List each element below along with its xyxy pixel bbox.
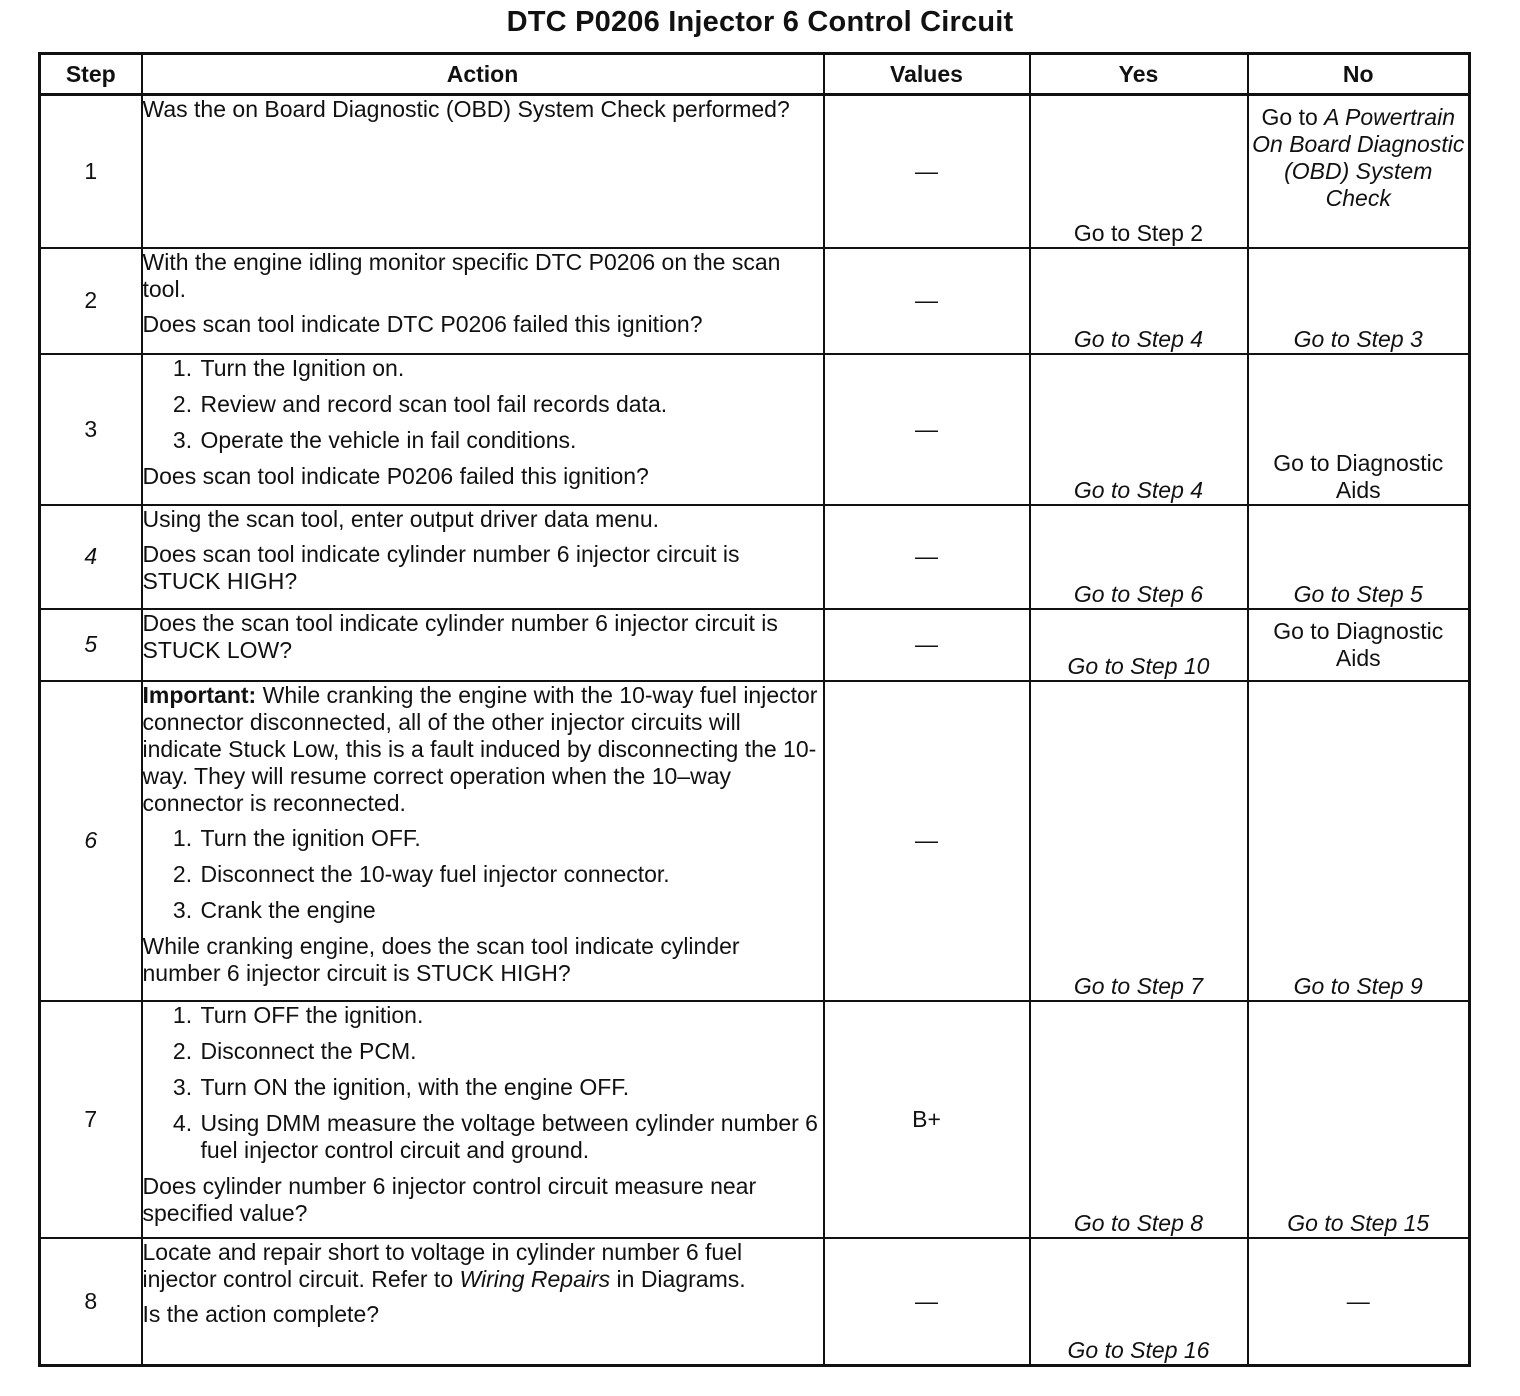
header-values: Values [824, 54, 1030, 95]
value-cell: — [824, 505, 1030, 609]
header-action: Action [142, 54, 824, 95]
action-text-prefix: Locate and repair short to voltage in cylinder number 6 fuel injector control circuit. Refer to [142, 1238, 743, 1292]
no-cell: Go to Step 5 [1248, 505, 1470, 609]
wiring-repairs-reference: Wiring Repairs [459, 1265, 611, 1292]
table-row [40, 354, 1470, 505]
no-cell: — [1248, 1238, 1470, 1366]
yes-cell: Go to Step 4 [1030, 248, 1248, 354]
important-text: While cranking the engine with the 10-way fuel injector connector disconnected, all of the other injector circuits will indicate Stuck Low, this is a fault induced by disconnecting the 10-way. They will resume correct operation when the 10–way connector is reconnected. [142, 681, 818, 816]
yes-cell: Go to Step 10 [1030, 609, 1248, 681]
no-cell [1248, 95, 1470, 248]
important-note [143, 682, 823, 817]
action-text [143, 1239, 823, 1293]
action-question: Does cylinder number 6 injector control circuit measure near specified value? [142, 1172, 757, 1226]
action-text: With the engine idling monitor specific DTC P0206 on the scan tool. [142, 248, 781, 302]
action-cell [142, 681, 824, 1001]
action-cell [142, 505, 824, 609]
action-text: Does the scan tool indicate cylinder number 6 injector circuit is STUCK LOW? [142, 609, 778, 663]
no-cell: Go to Diagnostic Aids [1248, 354, 1470, 505]
table-row [40, 248, 1470, 354]
action-list-item: 3. Crank the engine [199, 897, 823, 924]
important-label: Important: [142, 681, 257, 708]
table-row [40, 1001, 1470, 1238]
action-list-item: 1. Turn the Ignition on. [199, 355, 823, 382]
action-list [143, 825, 823, 924]
value-cell: — [824, 681, 1030, 1001]
no-prefix: Go to [1261, 104, 1325, 130]
step-number: 8 [40, 1238, 142, 1366]
step-number: 1 [40, 95, 142, 248]
action-question: While cranking engine, does the scan tool indicate cylinder number 6 injector circuit is STUCK HIGH? [142, 932, 740, 986]
action-cell [142, 1238, 824, 1366]
header-yes: Yes [1030, 54, 1248, 95]
action-cell [142, 95, 824, 248]
value-cell: — [824, 1238, 1030, 1366]
no-link: A Powertrain On Board Diagnostic (OBD) System Check [1252, 104, 1465, 211]
action-cell [142, 1001, 824, 1238]
diagnostic-table [38, 52, 1471, 1367]
yes-cell: Go to Step 8 [1030, 1001, 1248, 1238]
value-cell: — [824, 95, 1030, 248]
table-row [40, 609, 1470, 681]
table-row [40, 95, 1470, 248]
step-number: 3 [40, 354, 142, 505]
value-cell: — [824, 354, 1030, 505]
value-cell: — [824, 248, 1030, 354]
value-cell: B+ [824, 1001, 1030, 1238]
yes-cell: Go to Step 2 [1030, 95, 1248, 248]
action-list-item: 1. Turn the ignition OFF. [199, 825, 823, 852]
action-list-item: 1. Turn OFF the ignition. [199, 1002, 823, 1029]
step-number: 4 [40, 505, 142, 609]
page-title: DTC P0206 Injector 6 Control Circuit [506, 6, 1014, 38]
action-list-item: 3. Operate the vehicle in fail conditions. [199, 427, 823, 454]
action-list-item: 2. Disconnect the 10-way fuel injector connector. [199, 861, 823, 888]
action-text: Using the scan tool, enter output driver data menu. [142, 505, 660, 532]
action-list-item: 2. Disconnect the PCM. [199, 1038, 823, 1065]
yes-cell: Go to Step 4 [1030, 354, 1248, 505]
action-question: Does scan tool indicate DTC P0206 failed this ignition? [142, 310, 703, 337]
table-row [40, 1238, 1470, 1366]
action-list-item: 3. Turn ON the ignition, with the engine OFF. [199, 1074, 823, 1101]
no-cell: Go to Diagnostic Aids [1248, 609, 1470, 681]
step-number: 2 [40, 248, 142, 354]
step-number: 7 [40, 1001, 142, 1238]
action-question: Does scan tool indicate P0206 failed this ignition? [142, 462, 649, 489]
table-row [40, 681, 1470, 1001]
header-step: Step [40, 54, 142, 95]
yes-cell: Go to Step 16 [1030, 1238, 1248, 1366]
action-question: Is the action complete? [142, 1300, 380, 1327]
action-list-item: 4. Using DMM measure the voltage between cylinder number 6 fuel injector control circuit and ground. [199, 1110, 823, 1164]
step-number: 5 [40, 609, 142, 681]
action-cell [142, 354, 824, 505]
action-cell [142, 609, 824, 681]
action-list [143, 355, 823, 454]
action-cell [142, 248, 824, 354]
no-cell: Go to Step 3 [1248, 248, 1470, 354]
action-text-suffix: in Diagrams. [610, 1265, 746, 1292]
table-header-row [40, 54, 1470, 95]
action-list [143, 1002, 823, 1164]
action-text: Was the on Board Diagnostic (OBD) System Check performed? [142, 96, 790, 122]
yes-cell: Go to Step 6 [1030, 505, 1248, 609]
table-row [40, 505, 1470, 609]
step-number: 6 [40, 681, 142, 1001]
no-cell: Go to Step 15 [1248, 1001, 1470, 1238]
yes-cell: Go to Step 7 [1030, 681, 1248, 1001]
action-list-item: 2. Review and record scan tool fail records data. [199, 391, 823, 418]
action-question: Does scan tool indicate cylinder number 6 injector circuit is STUCK HIGH? [142, 540, 740, 594]
value-cell: — [824, 609, 1030, 681]
header-no: No [1248, 54, 1470, 95]
no-cell: Go to Step 9 [1248, 681, 1470, 1001]
